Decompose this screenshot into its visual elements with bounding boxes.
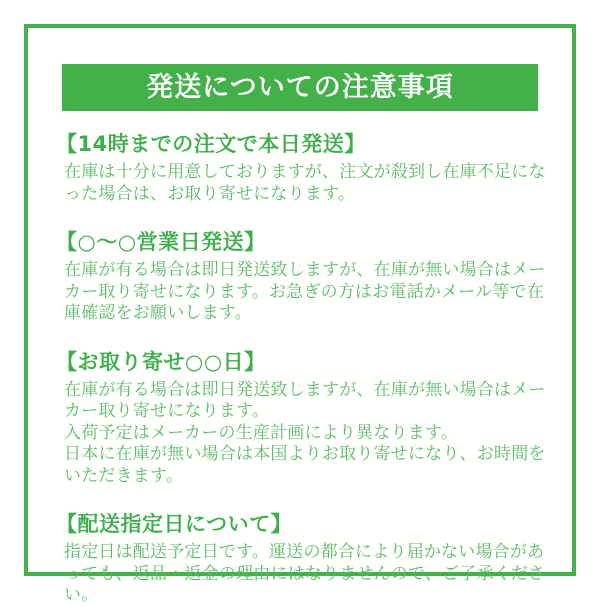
notice-section [56,128,548,205]
sections-container [28,111,572,607]
notice-section [56,346,548,488]
section-heading: 【配送指定日について】 [56,512,293,536]
section-paragraph: 在庫が有る場合は即日発送致しますが、在庫が無い場合はメーカー取り寄せになります。 [64,379,546,421]
section-heading: 【○〜○営業日発送】 [56,230,266,254]
section-paragraph: 在庫が有る場合は即日発送致しますが、在庫が無い場合はメーカー取り寄せになります。お急ぎの方はお電話かメール等で在庫確認をお願いします。 [64,260,546,323]
section-paragraph: 日本に在庫が無い場合は本国よりお取り寄せになり、お時間をいただきます。 [64,444,546,486]
section-paragraph: 在庫は十分に用意しておりますが、注文が殺到し在庫不足になった場合は、お取り寄せになります。 [64,162,546,204]
section-heading: 【お取り寄せ○○日】 [56,349,266,374]
section-paragraph: 入荷予定はメーカーの生産計画により異なります。 [64,422,458,443]
section-paragraph: 指定日は配送予定日です。運送の都合により届かない場合があっても、返品・返金の理由にはなりませんので、ご了承ください。 [64,542,546,605]
section-heading: 【14時までの注文で本日発送】 [56,132,366,156]
notice-section [56,226,548,325]
notice-card [24,24,576,605]
page-title: 発送についての注意事項 [62,64,538,111]
notice-section [56,508,548,607]
